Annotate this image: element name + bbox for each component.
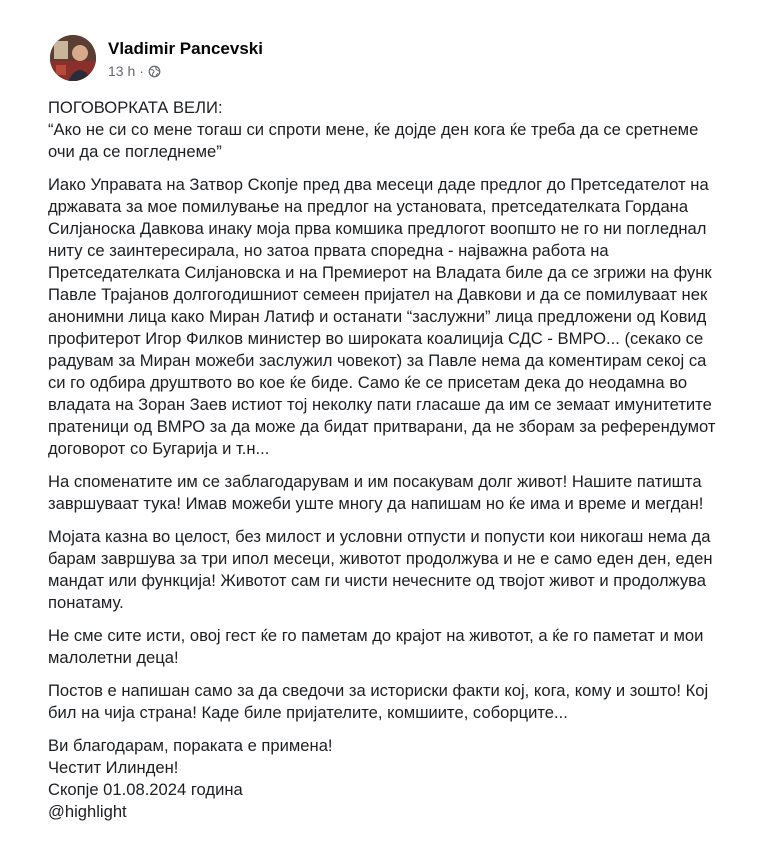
post-text-line: ниту се заинтересирала, но затоа првата споредна - најважна работа на — [48, 241, 609, 260]
post-header — [50, 35, 750, 85]
post-text-line: ПОГОВОРКАТА ВЕЛИ: — [48, 98, 223, 117]
author-avatar[interactable] — [50, 35, 96, 81]
post-text-line: Скопје 01.08.2024 година — [48, 780, 243, 799]
post-text-line: очи да се погледнеме” — [48, 142, 222, 161]
post-text-line: малолетни деца! — [48, 648, 179, 667]
avatar-photo-icon — [50, 35, 96, 81]
post-text-line: анонимни лица како Миран Латиф и останати “заслужни” лица предложени од Ковид — [48, 307, 707, 326]
post-paragraph — [48, 625, 768, 669]
post-text-line: @highlight — [48, 802, 127, 821]
author-name[interactable]: Vladimir Pancevski — [108, 39, 263, 58]
post-paragraph — [48, 735, 768, 823]
post-text-line: договорот со Бугарија и т.н... — [48, 439, 270, 458]
post-paragraph — [48, 526, 768, 614]
post-text-line: бил на чија страна! Каде биле пријателите, комшиите, соборците... — [48, 703, 568, 722]
post-text-line: владата на Зоран Заев истиот тој неколку пати гласаше да им се земаат имунитетите — [48, 395, 712, 414]
post-paragraph — [48, 174, 768, 460]
post-text-line: завршуваат тука! Имав можеби уште многу да напишам но ќе има и време и мегдан! — [48, 494, 704, 513]
post-text-line: Ви благодарам, пораката е примена! — [48, 736, 333, 755]
post-text-line: радувам за Миран можеби заслужил човекот) за Павле нема да коментирам секој са — [48, 351, 707, 370]
post-text-line: “Ако не си со мене тогаш си спроти мене, ќе дојде ден кога ќе треба да се сретнеме — [48, 120, 699, 139]
post-text-line: Претседателката Силјановска и на Премиерот на Владата биле да се згрижи на функ — [48, 263, 712, 282]
post-text-line: државата за мое помилување на предлог на установата, претседателката Гордана — [48, 197, 689, 216]
globe-icon[interactable] — [148, 65, 161, 78]
post-paragraph — [48, 97, 768, 163]
meta-separator: · — [139, 63, 144, 79]
post-text-line: мандат или функција! Животот сам ги чисти нечесните од твојот живот и продолжува — [48, 571, 706, 590]
post-meta — [108, 63, 161, 79]
post-body — [48, 97, 768, 834]
post-text-line: понатаму. — [48, 593, 124, 612]
post-timestamp[interactable]: 13 h — [108, 63, 136, 79]
post-text-line: барам завршува за три ипол месеци, животот продолжува и не е само еден ден, еден — [48, 549, 713, 568]
post-text-line: си го одбира друштвото во кое ќе биде. Само ќе се присетам дека до неодамна во — [48, 373, 688, 392]
post-text-line: Мојата казна во целост, без милост и условни отпусти и попусти кои никогаш нема да — [48, 527, 711, 546]
post-text-line: пратеници од ВМРО за да може да бидат притварани, да не зборам за референдумот — [48, 417, 716, 436]
post-paragraph — [48, 680, 768, 724]
post-text-line: Павле Трајанов долгогодишниот семеен пријател на Давкови и да се помилуваат нек — [48, 285, 708, 304]
post-text-line: Постов е напишан само за да сведочи за историски факти кој, кога, кому и зошто! Кој — [48, 681, 709, 700]
post-text-line: На споменатите им се заблагодарувам и им посакувам долг живот! Нашите патишта — [48, 472, 702, 491]
post-text-line: Честит Илинден! — [48, 758, 179, 777]
post-text-line: Силјаноска Давкова инаку моја прва комшика предлогот воопшто не го ни погледнал — [48, 219, 707, 238]
post-text-line: Иако Управата на Затвор Скопје пред два месеци даде предлог до Претседателот на — [48, 175, 709, 194]
post-paragraph — [48, 471, 768, 515]
post-text-line: Не сме сите исти, овој гест ќе го паметам до крајот на животот, а ќе го паметат и мои — [48, 626, 704, 645]
post-text-line: профитерот Игор Филков министер во широката коалиција СДС - ВМРО... (секако се — [48, 329, 704, 348]
